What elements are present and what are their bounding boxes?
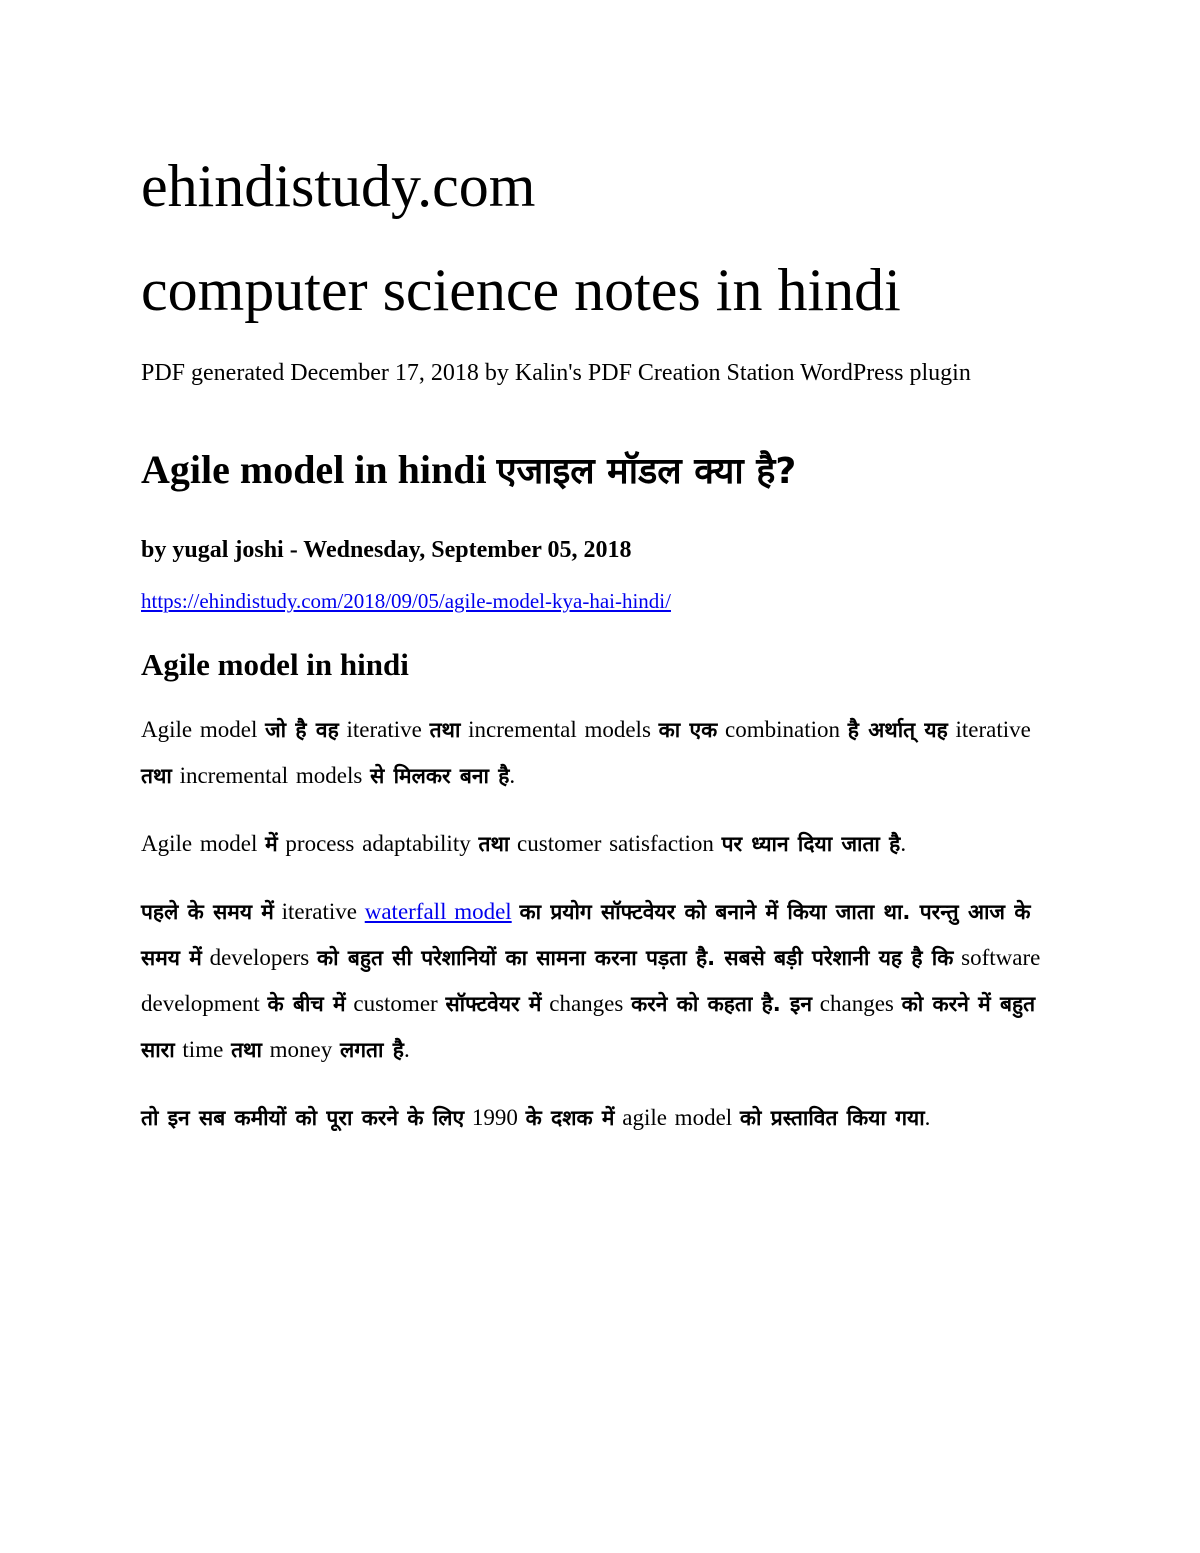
english-text: process adaptability bbox=[277, 831, 479, 856]
english-text: agile model bbox=[614, 1105, 740, 1130]
hindi-text: का प्रयोग सॉफ्टवेयर को बनाने में किया जाता था. परन्तु आज के समय में bbox=[141, 900, 1031, 970]
english-text: customer bbox=[345, 991, 446, 1016]
post-title-english: Agile model in hindi bbox=[141, 447, 497, 492]
body-paragraph bbox=[141, 889, 1061, 1073]
hindi-text: जो है वह bbox=[265, 718, 339, 742]
english-text: 1990 bbox=[464, 1105, 526, 1130]
hindi-text: तथा bbox=[478, 832, 510, 856]
hindi-text: के दशक में bbox=[525, 1106, 615, 1130]
hindi-text: तथा bbox=[141, 764, 172, 788]
hindi-text: तथा bbox=[231, 1038, 262, 1062]
hindi-text: का एक bbox=[658, 718, 718, 742]
hindi-text: के बीच में bbox=[267, 992, 346, 1016]
site-subtitle: computer science notes in hindi bbox=[141, 257, 901, 323]
article-body bbox=[141, 707, 1061, 1141]
pdf-generated-note: PDF generated December 17, 2018 by Kalin's PDF Creation Station WordPress plugin bbox=[141, 360, 971, 386]
english-text: iterative bbox=[947, 717, 1031, 742]
english-text: . bbox=[509, 763, 516, 788]
hindi-text: में bbox=[265, 832, 278, 856]
hindi-text: को बहुत सी परेशानियों का सामना करना पड़ता है. सबसे बड़ी परेशानी यह है कि bbox=[316, 946, 954, 970]
english-text: developers bbox=[201, 945, 317, 970]
post-byline: by yugal joshi - Wednesday, September 05, 2018 bbox=[141, 537, 632, 563]
english-text: combination bbox=[717, 717, 848, 742]
english-text: . bbox=[900, 831, 907, 856]
section-heading: Agile model in hindi bbox=[141, 647, 409, 682]
english-text: changes bbox=[812, 991, 902, 1016]
english-text: Agile model bbox=[141, 831, 266, 856]
post-title bbox=[141, 445, 1061, 497]
hindi-text: सॉफ्टवेयर में bbox=[445, 992, 542, 1016]
english-text: money bbox=[261, 1037, 340, 1062]
hindi-text: लगता है bbox=[340, 1038, 404, 1062]
body-paragraph bbox=[141, 707, 1061, 799]
english-text: . bbox=[924, 1105, 931, 1130]
english-text: changes bbox=[541, 991, 632, 1016]
english-text: . bbox=[403, 1037, 410, 1062]
post-title-hindi: एजाइल मॉडल क्या है? bbox=[496, 451, 797, 492]
english-text: incremental models bbox=[171, 763, 371, 788]
hindi-text: को प्रस्तावित किया गया bbox=[739, 1106, 925, 1130]
english-text: customer satisfaction bbox=[509, 831, 722, 856]
body-paragraph bbox=[141, 1095, 1061, 1141]
english-text: time bbox=[174, 1037, 232, 1062]
post-url-link[interactable]: https://ehindistudy.com/2018/09/05/agile-model-kya-hai-hindi/ bbox=[141, 589, 671, 613]
english-text: incremental models bbox=[460, 717, 659, 742]
hindi-text: पर ध्यान दिया जाता है bbox=[721, 832, 901, 856]
hindi-text: को करने में बहुत सारा bbox=[141, 992, 1036, 1062]
english-text: Agile model bbox=[141, 717, 266, 742]
english-text: iterative bbox=[273, 899, 365, 924]
document-page bbox=[141, 148, 1061, 1141]
hindi-text: करने को कहता है. इन bbox=[631, 992, 813, 1016]
hindi-text: पहले के समय में bbox=[141, 900, 274, 924]
hindi-text: तथा bbox=[429, 718, 461, 742]
english-text: software development bbox=[141, 945, 1041, 1016]
body-paragraph bbox=[141, 821, 1061, 867]
english-text: iterative bbox=[338, 717, 430, 742]
site-title: ehindistudy.com bbox=[141, 153, 536, 219]
hindi-text: से मिलकर बना है bbox=[370, 764, 510, 788]
waterfall-model-link[interactable]: waterfall model bbox=[364, 899, 512, 924]
hindi-text: है अर्थात् यह bbox=[847, 718, 948, 742]
hindi-text: तो इन सब कमीयों को पूरा करने के लिए bbox=[141, 1106, 465, 1130]
